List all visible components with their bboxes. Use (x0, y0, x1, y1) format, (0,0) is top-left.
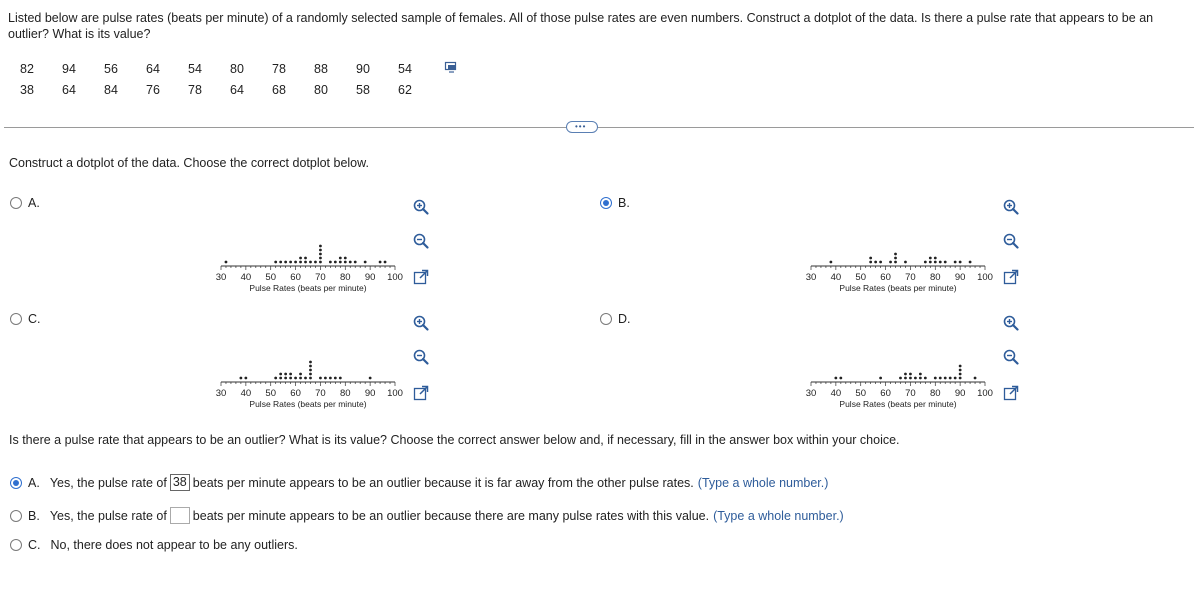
data-dot (319, 249, 322, 252)
tick-label: 90 (364, 272, 376, 283)
data-dot (914, 377, 917, 380)
zoom-out-icon[interactable] (1002, 232, 1020, 250)
data-cell: 38 (20, 82, 34, 97)
answer-a-post: beats per minute appears to be an outlier because it is far away from the other pulse rates. (192, 475, 694, 490)
data-dot (319, 261, 322, 264)
option-c[interactable] (10, 312, 41, 326)
tick-label: 60 (880, 388, 891, 399)
data-dot (974, 377, 977, 380)
data-cell: 68 (272, 82, 286, 97)
radio-answer-b[interactable] (10, 510, 22, 522)
data-cell: 80 (314, 82, 328, 97)
tick-label: 40 (240, 388, 252, 399)
answer-b-hint: (Type a whole number.) (713, 508, 844, 523)
data-table (6, 58, 426, 100)
tick-label: 70 (905, 388, 916, 399)
tick-label: 90 (364, 388, 376, 399)
axis-title: Pulse Rates (beats per minute) (249, 283, 367, 293)
data-dot (919, 373, 922, 376)
popout-icon[interactable] (1002, 268, 1020, 286)
data-dot (299, 377, 302, 380)
tick-label: 100 (387, 272, 403, 283)
zoom-out-icon[interactable] (1002, 348, 1020, 366)
tick-label: 50 (265, 388, 277, 399)
radio-option-a[interactable] (10, 197, 22, 209)
data-dot (339, 261, 342, 264)
data-dot (294, 377, 297, 380)
radio-answer-c[interactable] (10, 539, 22, 551)
data-dot (334, 261, 337, 264)
option-d[interactable] (600, 312, 631, 326)
data-dot (834, 377, 837, 380)
data-dot (944, 261, 947, 264)
option-c-label: C. (28, 312, 41, 326)
tick-label: 60 (880, 272, 891, 283)
data-dot (929, 261, 932, 264)
data-dot (894, 253, 897, 256)
answer-b-input[interactable] (170, 507, 190, 524)
data-dot (339, 377, 342, 380)
data-dot (309, 261, 312, 264)
dotplot-a (205, 235, 405, 297)
data-dot (354, 261, 357, 264)
answer-a-pre: Yes, the pulse rate of (49, 475, 167, 490)
data-dot (959, 369, 962, 372)
data-dot (309, 361, 312, 364)
tick-label: 70 (905, 272, 916, 283)
data-dot (344, 261, 347, 264)
zoom-out-icon[interactable] (412, 232, 430, 250)
tick-label: 30 (805, 388, 817, 399)
answer-a-hint: (Type a whole number.) (697, 475, 829, 490)
data-cell: 54 (188, 61, 202, 76)
tick-label: 90 (954, 272, 966, 283)
data-dot (959, 365, 962, 368)
zoom-in-icon[interactable] (1002, 314, 1020, 332)
data-dot (384, 261, 387, 264)
data-dot (284, 377, 287, 380)
data-cell: 54 (398, 61, 412, 76)
zoom-in-icon[interactable] (1002, 198, 1020, 216)
data-dot (334, 377, 337, 380)
data-dot (314, 261, 317, 264)
dotplot-b (795, 235, 995, 297)
data-dot (319, 253, 322, 256)
data-dot (904, 377, 907, 380)
data-dot (324, 377, 327, 380)
data-dot (909, 373, 912, 376)
data-cell: 78 (188, 82, 202, 97)
answer-a[interactable] (10, 474, 828, 491)
data-dot (274, 377, 277, 380)
tick-label: 90 (954, 388, 966, 399)
data-cell: 58 (356, 82, 370, 97)
data-dot (939, 377, 942, 380)
tick-label: 100 (977, 388, 993, 399)
data-dot (309, 373, 312, 376)
zoom-in-icon[interactable] (412, 314, 430, 332)
data-dot (924, 377, 927, 380)
data-dot (959, 377, 962, 380)
data-dot (274, 261, 277, 264)
data-dot (879, 261, 882, 264)
section-divider (4, 127, 1194, 128)
radio-option-d[interactable] (600, 313, 612, 325)
data-cell: 62 (398, 82, 412, 97)
data-dot (879, 377, 882, 380)
tick-label: 50 (265, 272, 277, 283)
data-cell: 78 (272, 61, 286, 76)
tick-label: 40 (830, 272, 842, 283)
data-dot (299, 373, 302, 376)
zoom-out-icon[interactable] (412, 348, 430, 366)
zoom-in-icon[interactable] (412, 198, 430, 216)
data-dot (889, 261, 892, 264)
data-dot (894, 257, 897, 260)
answer-b-post: beats per minute appears to be an outlier because there are many pulse rates with this value. (192, 508, 710, 523)
data-dot (329, 261, 332, 264)
data-dot (939, 261, 942, 264)
data-dot (309, 369, 312, 372)
data-dot (904, 261, 907, 264)
data-dot (934, 377, 937, 380)
data-cell: 56 (104, 61, 118, 76)
ellipsis-icon: ••• (575, 122, 587, 131)
answer-c-text: No, there does not appear to be any outliers. (50, 538, 298, 552)
data-dot (929, 257, 932, 260)
data-dot (225, 261, 228, 264)
tick-label: 30 (805, 272, 817, 283)
data-dot (304, 377, 307, 380)
data-dot (924, 261, 927, 264)
tick-label: 100 (977, 272, 993, 283)
data-row-2 (6, 79, 426, 100)
popout-icon[interactable] (412, 268, 430, 286)
answer-b-letter: B. (28, 508, 40, 523)
data-dot (919, 377, 922, 380)
answer-c[interactable] (10, 538, 298, 552)
data-dot (869, 257, 872, 260)
data-cell: 94 (62, 61, 76, 76)
data-dot (279, 261, 282, 264)
option-b[interactable] (600, 196, 630, 210)
data-dot (934, 261, 937, 264)
tick-label: 50 (855, 272, 867, 283)
option-a-label: A. (28, 196, 40, 210)
data-dot (909, 377, 912, 380)
dotplot-c (205, 351, 405, 413)
data-dot (299, 261, 302, 264)
tick-label: 80 (339, 388, 351, 399)
data-dot (329, 377, 332, 380)
data-dot (949, 377, 952, 380)
data-dot (829, 261, 832, 264)
data-dot (299, 257, 302, 260)
outlier-question: Is there a pulse rate that appears to be an outlier? What is its value? Choose the correct answer below and, if necessary, fill in the answer box within your choice. (9, 433, 900, 447)
copy-data-icon[interactable] (444, 60, 458, 74)
data-dot (869, 261, 872, 264)
axis-title: Pulse Rates (beats per minute) (839, 283, 957, 293)
answer-a-letter: A. (28, 475, 40, 490)
data-dot (289, 373, 292, 376)
popout-icon[interactable] (412, 384, 430, 402)
data-cell: 82 (20, 61, 34, 76)
tick-label: 70 (315, 388, 326, 399)
answer-a-input[interactable]: 38 (170, 474, 190, 491)
data-dot (839, 377, 842, 380)
data-cell: 64 (230, 82, 244, 97)
data-dot (239, 377, 242, 380)
dotplot-d (795, 351, 995, 413)
answer-b-pre: Yes, the pulse rate of (49, 508, 167, 523)
data-cell: 80 (230, 61, 244, 76)
data-dot (954, 377, 957, 380)
radio-option-b[interactable] (600, 197, 612, 209)
answer-c-letter: C. (28, 538, 41, 552)
data-dot (954, 261, 957, 264)
tick-label: 60 (290, 388, 301, 399)
data-dot (379, 261, 382, 264)
data-dot (364, 261, 367, 264)
data-cell: 76 (146, 82, 160, 97)
data-dot (944, 377, 947, 380)
data-dot (289, 377, 292, 380)
data-dot (279, 377, 282, 380)
tick-label: 30 (215, 388, 227, 399)
tick-label: 30 (215, 272, 227, 283)
data-dot (284, 373, 287, 376)
axis-title: Pulse Rates (beats per minute) (839, 399, 957, 409)
dotplot-prompt: Construct a dotplot of the data. Choose the correct dotplot below. (9, 156, 369, 170)
data-dot (934, 257, 937, 260)
tick-label: 80 (339, 272, 351, 283)
expand-more-button[interactable] (566, 121, 598, 133)
data-dot (969, 261, 972, 264)
data-dot (349, 261, 352, 264)
tick-label: 40 (240, 272, 252, 283)
tick-label: 70 (315, 272, 326, 283)
tick-label: 40 (830, 388, 842, 399)
data-dot (319, 377, 322, 380)
data-row-1 (6, 58, 426, 79)
data-cell: 88 (314, 61, 328, 76)
radio-answer-a[interactable] (10, 477, 22, 489)
data-dot (369, 377, 372, 380)
data-dot (284, 261, 287, 264)
data-dot (244, 377, 247, 380)
axis-title: Pulse Rates (beats per minute) (249, 399, 367, 409)
data-dot (339, 257, 342, 260)
data-cell: 84 (104, 82, 118, 97)
data-dot (899, 377, 902, 380)
data-cell: 90 (356, 61, 370, 76)
option-a[interactable] (10, 196, 40, 210)
tick-label: 50 (855, 388, 867, 399)
data-dot (279, 373, 282, 376)
data-dot (959, 261, 962, 264)
data-dot (289, 261, 292, 264)
data-dot (304, 261, 307, 264)
tick-label: 60 (290, 272, 301, 283)
data-dot (904, 373, 907, 376)
tick-label: 80 (929, 388, 941, 399)
data-dot (894, 261, 897, 264)
popout-icon[interactable] (1002, 384, 1020, 402)
data-dot (309, 365, 312, 368)
data-dot (319, 257, 322, 260)
data-dot (319, 245, 322, 248)
data-cell: 64 (62, 82, 76, 97)
data-dot (309, 377, 312, 380)
data-cell: 64 (146, 61, 160, 76)
data-dot (959, 373, 962, 376)
radio-option-c[interactable] (10, 313, 22, 325)
data-dot (344, 257, 347, 260)
answer-b[interactable] (10, 507, 844, 524)
data-dot (304, 257, 307, 260)
data-dot (874, 261, 877, 264)
question-text: Listed below are pulse rates (beats per minute) of a randomly selected sample of females. All of those pulse rates are even numbers. Construct a dotplot of the data. Is there a pulse rate that appears to be an outlier? What is its value? (8, 11, 1154, 41)
option-d-label: D. (618, 312, 631, 326)
data-dot (294, 261, 297, 264)
option-b-label: B. (618, 196, 630, 210)
tick-label: 100 (387, 388, 403, 399)
tick-label: 80 (929, 272, 941, 283)
